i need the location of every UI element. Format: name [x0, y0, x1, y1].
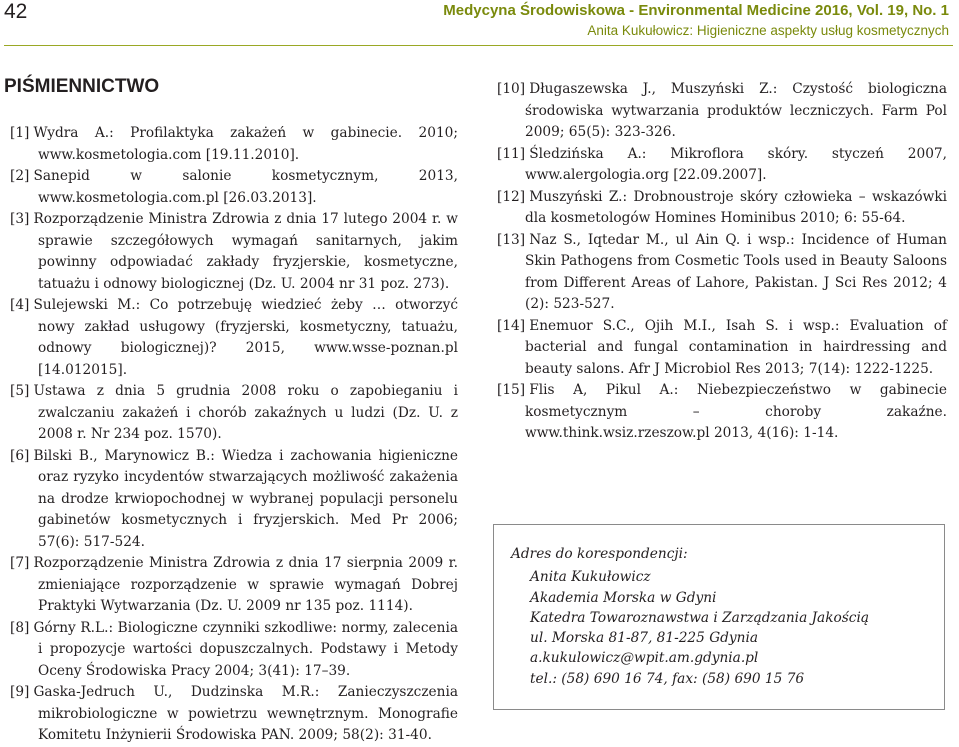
reference-number: [12]: [497, 188, 526, 205]
reference-number: [7]: [10, 555, 30, 571]
reference-item: [10, 553, 458, 618]
reference-text: Enemuor S.C., Ojih M.I., Isah S. i wsp.: Evaluation of bacterial and fungal contamination in hairdressing and beauty salons. Afr J Microbiol Res 2013; 7(14): 1222-1225.: [525, 317, 947, 377]
reference-number: [10]: [497, 81, 526, 97]
reference-text: Śledzińska A.: Mikroflora skóry. styczeń 2007, www.alergologia.org [22.09.2007].: [525, 145, 947, 183]
author-name: Anita Kukułowicz: [530, 569, 651, 586]
reference-number: [15]: [497, 382, 526, 398]
reference-number: [14]: [497, 317, 526, 334]
reference-item: [10, 123, 458, 166]
correspondence-label: Adres do korespondencji:: [511, 546, 688, 562]
references-left-column: [10, 123, 458, 747]
reference-item: [10, 618, 458, 683]
phone-fax: tel.: (58) 690 16 74, fax: (58) 690 15 76: [530, 670, 805, 687]
reference-text: Muszyński Z.: Drobnoustroje skóry człowieka – wskazówki dla kosmetologów Homines Hominibus 2010; 6: 55-64.: [525, 188, 947, 226]
header-rule: [4, 45, 953, 46]
reference-item: [497, 79, 947, 144]
reference-number: [2]: [10, 168, 30, 184]
running-title: Anita Kukułowicz: Higieniczne aspekty usług kosmetycznych: [587, 23, 949, 38]
reference-number: [9]: [10, 684, 30, 700]
reference-item: [497, 187, 947, 230]
section-title: PIŚMIENNICTWO: [4, 76, 160, 97]
reference-item: [10, 166, 458, 209]
reference-text: Bilski B., Marynowicz B.: Wiedza i zachowania higieniczne oraz ryzyko incydentów stwarzających możliwość zakażenia na drodze krwiopochodnej w wybranej populacji personelu gabinetów kosmetycznych i fryzjerskich. Med Pr 2006; 57(6): 517-524.: [33, 447, 458, 550]
reference-item: [10, 682, 458, 747]
reference-text: Sulejewski M.: Co potrzebuję wiedzieć żeby … otworzyć nowy zakład usługowy (fryzjerski, kosmetyczny, tatuażu, odnowy biologicznej)? 2015, www.wsse-poznan.pl [14.012015].: [33, 297, 458, 378]
reference-number: [1]: [10, 125, 30, 141]
reference-number: [11]: [497, 145, 526, 162]
reference-number: [3]: [10, 211, 30, 227]
journal-title: Medycyna Środowiskowa - Environmental Medicine 2016, Vol. 19, No. 1: [443, 2, 949, 19]
correspondence-address: [511, 544, 869, 689]
department: Katedra Towaroznawstwa i Zarządzania Jakością: [530, 609, 869, 626]
reference-item: [497, 316, 947, 381]
reference-text: Ustawa z dnia 5 grudnia 2008 roku o zapobieganiu i zwalczaniu zakażeń i chorób zakaźnych u ludzi (Dz. U. z 2008 r. Nr 234 poz. 1570).: [33, 383, 458, 442]
reference-item: [10, 446, 458, 554]
reference-item: [10, 381, 458, 446]
page-number: 42: [4, 0, 28, 23]
reference-text: Flis A, Pikul A.: Niebezpieczeństwo w gabinecie kosmetycznym – choroby zakaźne. www.think.wsiz.rzeszow.pl 2013, 4(16): 1-14.: [525, 382, 947, 441]
reference-number: [4]: [10, 297, 30, 313]
reference-text: Naz S., Iqtedar M., ul Ain Q. i wsp.: Incidence of Human Skin Pathogens from Cosmetic Tools used in Beauty Saloons from Different Areas of Lahore, Pakistan. J Sci Res 2012; 4 (2): 523-527.: [525, 231, 947, 312]
reference-number: [6]: [10, 447, 30, 464]
reference-text: Rozporządzenie Ministra Zdrowia z dnia 17 lutego 2004 r. w sprawie szczegółowych wymagań sanitarnych, jakim powinny odpowiadać zakłady fryzjerskie, kosmetyczne, tatuażu i odnowy biologicznej (Dz. U. 2004 nr 31 poz. 273).: [33, 211, 458, 292]
reference-text: Długaszewska J., Muszyński Z.: Czystość biologiczna środowiska wytwarzania produktów leczniczych. Farm Pol 2009; 65(5): 323-326.: [525, 81, 947, 140]
street-address: ul. Morska 81-87, 81-225 Gdynia: [530, 630, 758, 647]
reference-number: [8]: [10, 619, 30, 636]
reference-number: [13]: [497, 231, 526, 248]
reference-text: Rozporządzenie Ministra Zdrowia z dnia 17 sierpnia 2009 r. zmieniające rozporządzenie w sprawie wymagań Dobrej Praktyki Wytwarzania (Dz. U. 2009 nr 135 poz. 1114).: [33, 555, 458, 614]
email-address[interactable]: a.kukulowicz@wpit.am.gdynia.pl: [530, 650, 759, 667]
reference-item: [497, 144, 947, 187]
reference-text: Górny R.L.: Biologiczne czynniki szkodliwe: normy, zalecenia i propozycje wartości dopuszczalnych. Podstawy i Metody Oceny Środowiska Pracy 2004; 3(41): 17–39.: [33, 619, 458, 679]
reference-text: Gaska-Jedruch U., Dudzinska M.R.: Zanieczyszczenia mikrobiologiczne w powietrzu wewnętrznym. Monografie Komitetu Inżynierii Środowiska PAN. 2009; 58(2): 31-40.: [33, 684, 458, 743]
reference-item: [497, 230, 947, 316]
reference-item: [497, 380, 947, 445]
institution: Akademia Morska w Gdyni: [530, 589, 717, 606]
reference-item: [10, 209, 458, 295]
reference-text: Sanepid w salonie kosmetycznym, 2013, www.kosmetologia.com.pl [26.03.2013].: [33, 168, 458, 206]
reference-number: [5]: [10, 383, 30, 399]
references-right-column: [497, 79, 947, 445]
reference-item: [10, 295, 458, 381]
reference-text: Wydra A.: Profilaktyka zakażeń w gabinecie. 2010; www.kosmetologia.com [19.11.2010].: [33, 125, 458, 163]
